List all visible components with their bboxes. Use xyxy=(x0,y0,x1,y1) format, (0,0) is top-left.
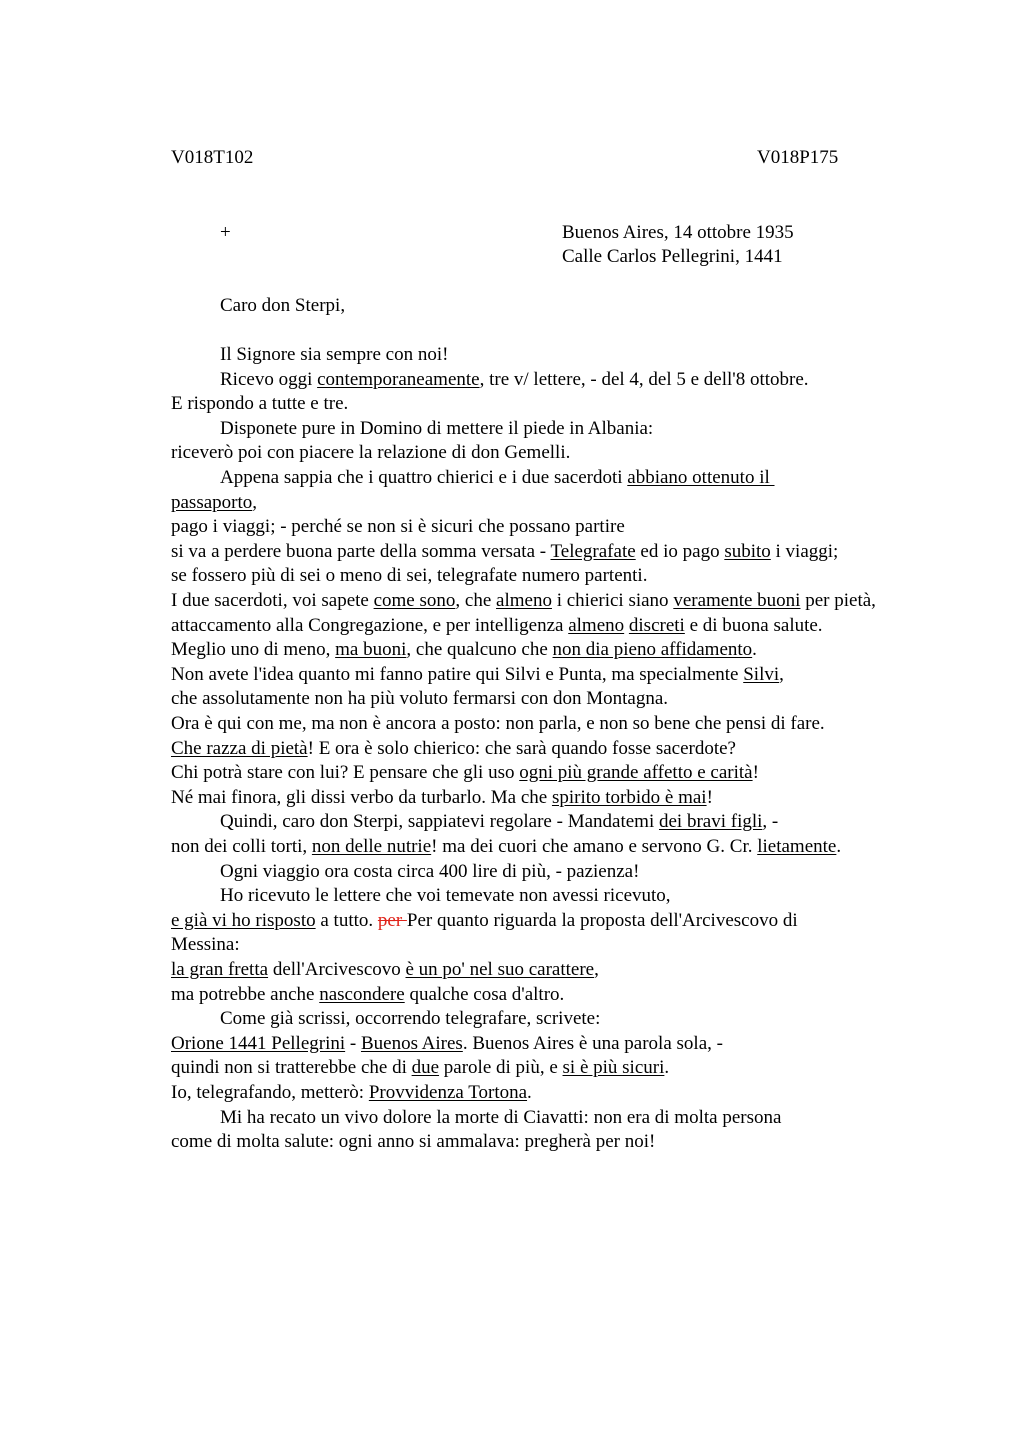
line-text: Messina: xyxy=(171,934,240,955)
underlined-text: almeno xyxy=(496,590,552,611)
line-text: Appena sappia che i quattro chierici e i due sacerdoti xyxy=(220,467,628,488)
line-text: ! xyxy=(752,762,759,783)
line-text: riceverò poi con piacere la relazione di don Gemelli. xyxy=(171,442,571,463)
line-text: se fossero più di sei o meno di sei, telegrafate numero partenti. xyxy=(171,565,648,586)
letter-line xyxy=(171,491,257,515)
line-text: I due sacerdoti, voi sapete xyxy=(171,590,374,611)
letter-line xyxy=(171,786,713,810)
line-text: , xyxy=(252,492,258,513)
line-text: a tutto. xyxy=(315,910,378,931)
line-text: , che qualcuno che xyxy=(406,639,553,660)
line-text: Come già scrissi, occorrendo telegrafare, scrivete: xyxy=(220,1008,601,1029)
header-left-code: V018T102 xyxy=(171,147,254,168)
line-text: pago i viaggi; - perché se non si è sicuri che possano partire xyxy=(171,516,625,537)
line-text: , - xyxy=(762,811,779,832)
line-text: Meglio uno di meno, xyxy=(171,639,336,660)
underlined-text: almeno xyxy=(568,615,625,636)
letter-line xyxy=(171,835,841,859)
line-text: Quindi, caro don Sterpi, sappiatevi regolare - Mandatemi xyxy=(220,811,659,832)
line-text: per pietà, xyxy=(800,590,876,611)
line-text: ! E ora è solo chierico: che sarà quando fosse sacerdote? xyxy=(307,738,736,759)
line-text: Ho ricevuto le lettere che voi temevate non avessi ricevuto, xyxy=(220,885,671,906)
underlined-text: non delle nutrie xyxy=(311,836,432,857)
line-text: Ricevo oggi xyxy=(220,369,318,390)
letter-line xyxy=(220,1106,781,1130)
line-text: qualche cosa d'altro. xyxy=(404,984,565,1005)
underlined-text: ma buoni xyxy=(335,639,407,660)
line-text: Ora è qui con me, ma non è ancora a posto: non parla, e non so bene che pensi di fare. xyxy=(171,713,825,734)
letter-line xyxy=(220,343,448,367)
line-text: Non avete l'idea quanto mi fanno patire qui Silvi e Punta, ma specialmente xyxy=(171,664,744,685)
letter-line xyxy=(171,983,564,1007)
line-text: attaccamento alla Congregazione, e per intelligenza xyxy=(171,615,569,636)
letter-line xyxy=(171,687,668,711)
line-text: Per quanto riguarda la proposta dell'Arcivescovo di xyxy=(406,910,798,931)
line-text: non dei colli torti, xyxy=(171,836,312,857)
letter-line xyxy=(171,909,798,933)
line-text: ! xyxy=(706,787,713,808)
underlined-text: veramente buoni xyxy=(673,590,801,611)
letter-line xyxy=(171,1056,669,1080)
line-text: quindi non si tratterebbe che di xyxy=(171,1057,412,1078)
line-text: Né mai finora, gli dissi verbo da turbarlo. Ma che xyxy=(171,787,552,808)
line-text: . xyxy=(664,1057,670,1078)
underlined-text: Provvidenza Tortona xyxy=(368,1082,528,1103)
letter-line xyxy=(171,737,736,761)
underlined-text: Orione 1441 Pellegrini xyxy=(171,1033,346,1054)
line-text: si va a perdere buona parte della somma versata - xyxy=(171,541,551,562)
cross-mark: + xyxy=(220,222,231,243)
line-text: . xyxy=(527,1082,532,1103)
letter-line xyxy=(171,392,348,416)
letter-line xyxy=(171,564,647,588)
line-text: parole di più, e xyxy=(439,1057,563,1078)
salutation: Caro don Sterpi, xyxy=(220,295,346,316)
line-text: , che xyxy=(455,590,497,611)
letter-line xyxy=(171,1130,655,1154)
address: Calle Carlos Pellegrini, 1441 xyxy=(562,246,783,267)
letter-line xyxy=(171,638,757,662)
line-text: ed io pago xyxy=(635,541,725,562)
underlined-text: Che razza di pietà xyxy=(171,738,308,759)
line-text: Mi ha recato un vivo dolore la morte di Ciavatti: non era di molta persona xyxy=(220,1107,782,1128)
underlined-text: Buenos Aires xyxy=(360,1033,463,1054)
line-text: . xyxy=(752,639,757,660)
letter-line xyxy=(171,958,599,982)
line-text: Il Signore sia sempre con noi! xyxy=(220,344,449,365)
underlined-text: è un po' nel suo carattere xyxy=(405,959,595,980)
line-text: . xyxy=(836,836,842,857)
underlined-text: abbiano ottenuto il xyxy=(627,467,775,488)
place-date: Buenos Aires, 14 ottobre 1935 xyxy=(562,222,794,243)
underlined-text: la gran fretta xyxy=(171,959,269,980)
line-text: e di buona salute. xyxy=(684,615,823,636)
line-text: , xyxy=(594,959,599,980)
line-text: i chierici siano xyxy=(551,590,674,611)
letter-line xyxy=(171,761,759,785)
line-text: che assolutamente non ha più voluto fermarsi con don Montagna. xyxy=(171,688,669,709)
letter-line xyxy=(220,810,778,834)
underlined-text: e già vi ho risposto xyxy=(171,910,316,931)
deleted-text: per xyxy=(377,910,407,931)
line-text: , xyxy=(779,664,784,685)
letter-line xyxy=(171,589,876,613)
underlined-text: nascondere xyxy=(319,984,405,1005)
underlined-text: contemporaneamente xyxy=(317,369,480,390)
letter-line xyxy=(171,1081,532,1105)
underlined-text: subito xyxy=(724,541,771,562)
line-text: Chi potrà stare con lui? E pensare che gli uso xyxy=(171,762,520,783)
underlined-text: due xyxy=(411,1057,440,1078)
letter-line xyxy=(220,884,671,908)
letter-line xyxy=(171,540,838,564)
underlined-text: discreti xyxy=(628,615,685,636)
letter-line xyxy=(171,1032,723,1056)
line-text: - xyxy=(345,1033,361,1054)
underlined-text: si è più sicuri xyxy=(562,1057,665,1078)
underlined-text: passaporto xyxy=(171,492,253,513)
letter-line xyxy=(171,515,625,539)
underlined-text: Telegrafate xyxy=(550,541,636,562)
line-text: Ogni viaggio ora costa circa 400 lire di più, - pazienza! xyxy=(220,861,640,882)
header-right-code: V018P175 xyxy=(757,147,839,168)
letter-line xyxy=(220,417,653,441)
underlined-text: Silvi xyxy=(743,664,780,685)
underlined-text: dei bravi figli xyxy=(658,811,763,832)
line-text: , tre v/ lettere, - del 4, del 5 e dell'8 ottobre. xyxy=(479,369,809,390)
underlined-text: non dia pieno affidamento xyxy=(552,639,753,660)
letter-line xyxy=(171,712,825,736)
line-text: come di molta salute: ogni anno si ammalava: pregherà per noi! xyxy=(171,1131,656,1152)
underlined-text: spirito torbido è mai xyxy=(551,787,707,808)
letter-line xyxy=(220,466,775,490)
line-text: . Buenos Aires è una parola sola, - xyxy=(462,1033,723,1054)
letter-line xyxy=(171,663,784,687)
letter-line xyxy=(220,368,809,392)
line-text: ma potrebbe anche xyxy=(171,984,320,1005)
letter-line xyxy=(220,1007,600,1031)
line-text: i viaggi; xyxy=(770,541,839,562)
letter-line xyxy=(171,614,823,638)
letter-line xyxy=(220,860,639,884)
line-text: E rispondo a tutte e tre. xyxy=(171,393,349,414)
underlined-text: ogni più grande affetto e carità xyxy=(519,762,753,783)
line-text: Disponete pure in Domino di mettere il piede in Albania: xyxy=(220,418,654,439)
line-text: ! ma dei cuori che amano e servono G. Cr. xyxy=(431,836,758,857)
letter-line xyxy=(171,933,240,957)
line-text: dell'Arcivescovo xyxy=(268,959,406,980)
underlined-text: lietamente xyxy=(757,836,837,857)
letter-line xyxy=(171,441,570,465)
underlined-text: come sono xyxy=(373,590,456,611)
line-text: Io, telegrafando, metterò: xyxy=(171,1082,369,1103)
